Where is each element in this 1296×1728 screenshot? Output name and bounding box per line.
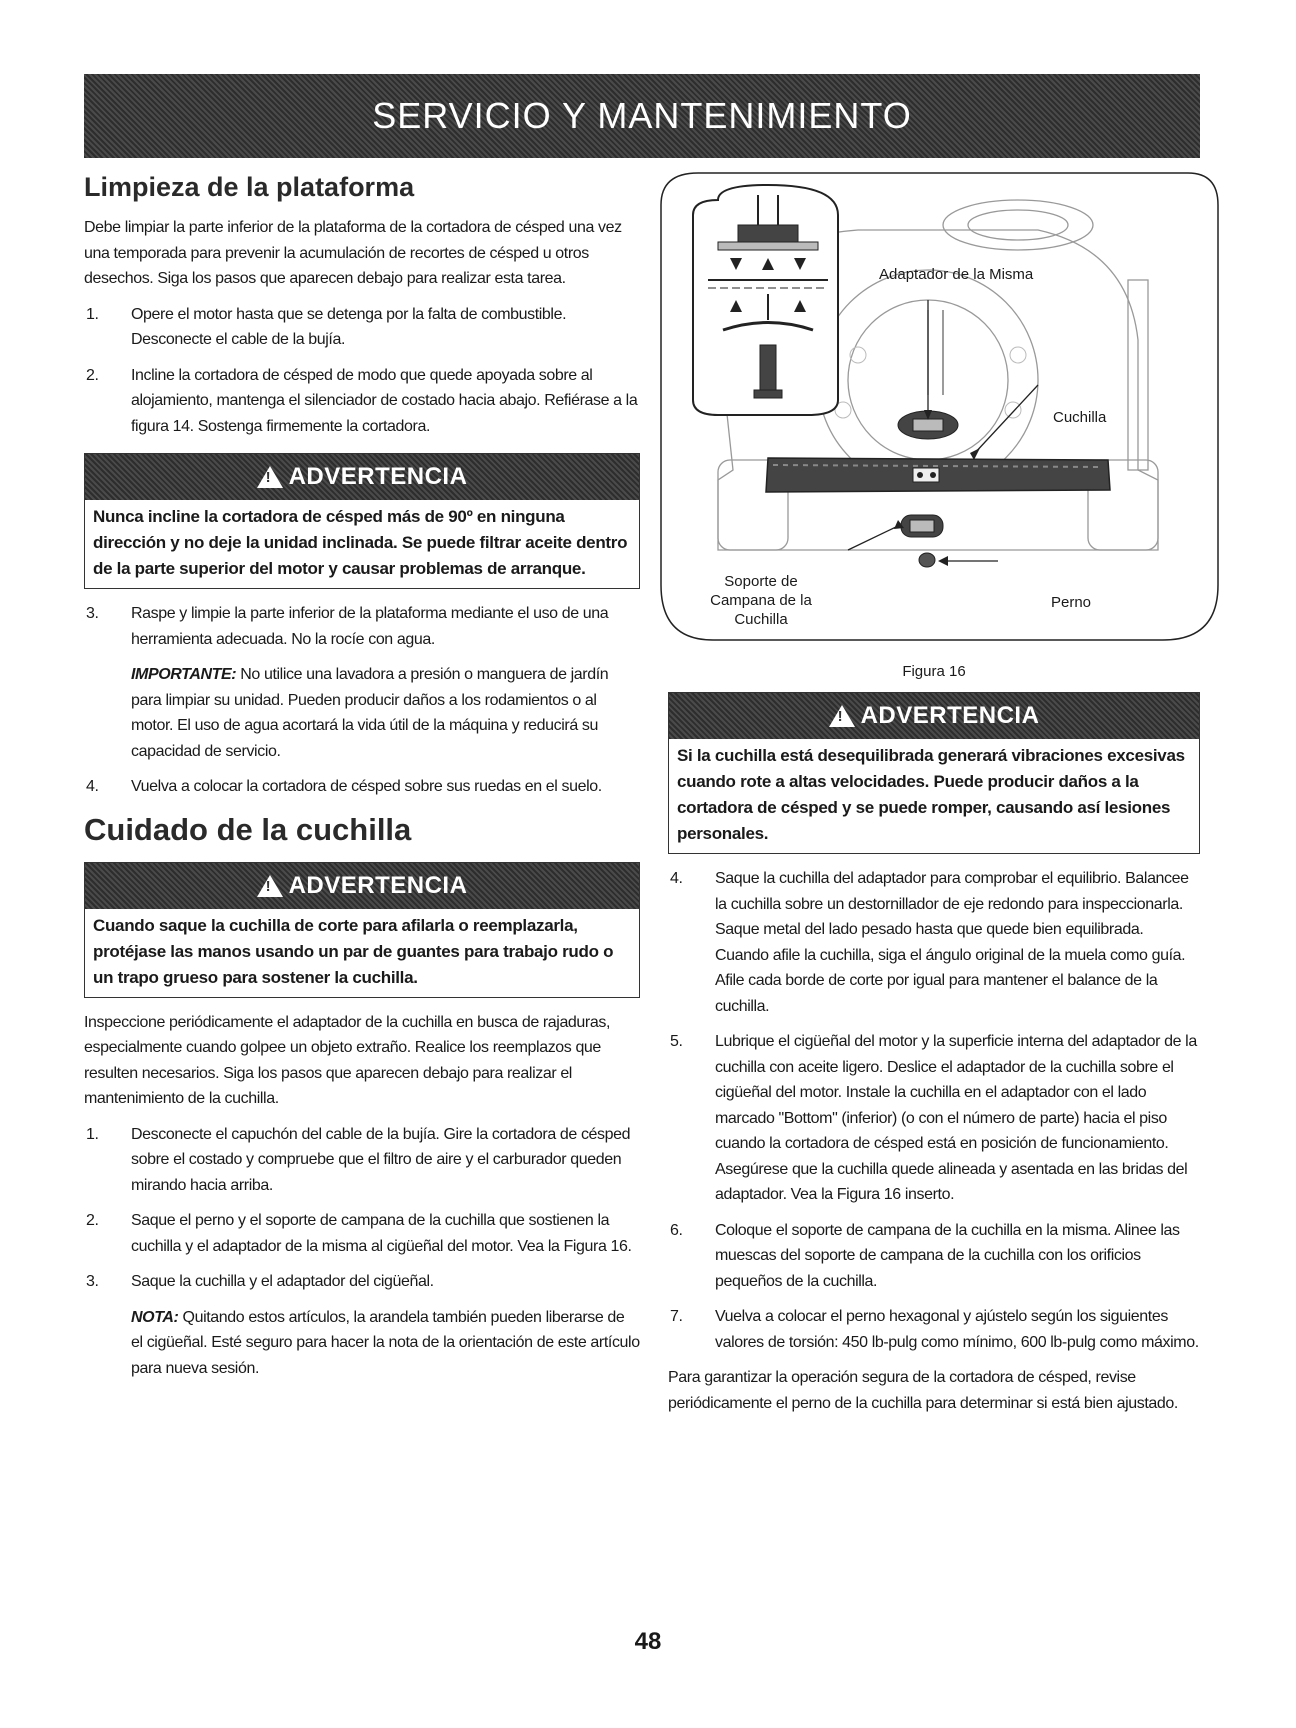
list-item xyxy=(84,1208,640,1259)
label-perno: Perno xyxy=(1051,594,1092,611)
warning-header xyxy=(85,454,639,500)
step-text: Incline la cortadora de césped de modo que quede apoyada sobre al alojamiento, mantenga el silenciador de costado hacia abajo. Refiérase a la figura 14. Sostenga firmemente la cortadora. xyxy=(131,366,638,435)
label-cuchilla: Cuchilla xyxy=(1053,409,1107,426)
important-note xyxy=(84,662,640,764)
important-label: IMPORTANTE: xyxy=(131,666,237,683)
limpieza-intro: Debe limpiar la parte inferior de la plataforma de la cortadora de césped una vez una temporada para prevenir la acumulación de recortes de césped u otros desechos. Siga los pasos que aparecen debajo para realizar esta tarea. xyxy=(84,219,622,287)
limpieza-steps-continued xyxy=(84,601,640,652)
important-text: No utilice una lavadora a presión o manguera de jardín para limpiar su unidad. Pueden producir daños a los rodamientos o al motor. El uso de agua acortará la vida útil de la máquina y reducirá su capacidad de servicio. xyxy=(131,666,609,760)
heading-cuidado: Cuidado de la cuchilla xyxy=(84,811,412,847)
step-number: 5. xyxy=(670,1033,683,1050)
step-text: Saque el perno y el soporte de campana de la cuchilla que sostienen la cuchilla y el adaptador de la misma al cigüeñal del motor. Vea la Figura 16. xyxy=(131,1212,632,1255)
figure-caption: Figura 16 xyxy=(902,663,966,680)
list-item xyxy=(668,1304,1200,1355)
step-number: 6. xyxy=(670,1221,683,1239)
warning-header xyxy=(669,693,1199,739)
warning-header xyxy=(85,863,639,909)
list-item xyxy=(84,363,640,440)
bolt xyxy=(919,553,935,567)
deck-vents xyxy=(835,347,1026,418)
step-number: 7. xyxy=(670,1308,683,1325)
list-item xyxy=(84,1122,640,1199)
arrow-perno xyxy=(938,556,948,566)
step-text: Desconecte el capuchón del cable de la bujía. Gire la cortadora de césped sobre el costado y compruebe que el filtro de aire y el carburador queden mirando hacia arriba. xyxy=(131,1125,631,1194)
step-number: 2. xyxy=(86,366,99,384)
limpieza-steps-final xyxy=(84,774,640,800)
step-text: Vuelva a colocar la cortadora de césped sobre sus ruedas en el suelo. xyxy=(131,778,602,795)
warning-box xyxy=(84,862,640,998)
warning-icon xyxy=(257,875,283,897)
warning-text: Si la cuchilla está desequilibrada generará vibraciones excesivas cuando rote a altas velocidades. Puede producir daños a la cortadora de césped y se puede romper, causando así lesiones personales. xyxy=(677,746,1185,843)
note-text: Quitando estos artículos, la arandela también pueden liberarse de el cigüeñal. Esté seguro para hacer la nota de la orientación de este artículo para nueva sesión. xyxy=(131,1308,640,1377)
step-number: 4. xyxy=(86,778,99,795)
step-number: 2. xyxy=(86,1212,99,1229)
crankshaft xyxy=(928,310,943,395)
cuidado-steps xyxy=(84,1122,640,1295)
warning-box xyxy=(668,692,1200,854)
step-number: 3. xyxy=(86,605,99,622)
warning-label: ADVERTENCIA xyxy=(860,702,1040,729)
page-number: 48 xyxy=(634,1628,662,1655)
step-text: Opere el motor hasta que se detenga por la falta de combustible. Desconecte el cable de la bujía. xyxy=(131,305,567,348)
limpieza-steps xyxy=(84,302,640,440)
arrow-cuchilla xyxy=(970,448,980,460)
warning-icon xyxy=(257,466,283,488)
step-number: 4. xyxy=(670,870,683,887)
step-text: Saque la cuchilla y el adaptador del cigüeñal. xyxy=(131,1273,434,1290)
blade-bell-support xyxy=(901,515,943,537)
label-soporte: Soporte de Campana de la Cuchilla xyxy=(710,573,812,628)
list-item xyxy=(668,1218,1200,1295)
step-text: Coloque el soporte de campana de la cuchilla en la misma. Alinee las muescas del soporte de campana de la cuchilla con los orificios pequeños de la cuchilla. xyxy=(715,1221,1180,1290)
step-text: Lubrique el cigüeñal del motor y la superficie interna del adaptador de la cuchilla con aceite ligero. Deslice el adaptador de la cuchilla sobre el cigüeñal del motor. Instale la cuchilla en el adaptador con el lado marcado "Bottom" (inferior) (o con el número de parte) hacia el piso cuando la cortadora de césped está en posición de funcionamiento. Asegúrese que la cuchilla quede alineada y asentada en las bridas del adaptador. Vea la Figura 16 inserto. xyxy=(715,1033,1197,1203)
step-text: Saque la cuchilla del adaptador para comprobar el equilibrio. Balancee la cuchilla sobre un destornillador de eje redondo para inspeccionarla. Saque metal del lado pesado hasta que quede bien equilibrada. Cuando afile la cuchilla, siga el ángulo original de la muela como guía. Afile cada borde de corte por igual para mantener el balance de la cuchilla. xyxy=(715,870,1189,1015)
warning-box xyxy=(84,453,640,589)
note-label: NOTA: xyxy=(131,1308,179,1326)
section-banner xyxy=(84,74,1200,158)
warning-text: Nunca incline la cortadora de césped más de 90º en ninguna dirección y no deje la unidad inclinada. Se puede filtrar aceite dentro de la parte superior del motor y causar problemas de arranque. xyxy=(93,507,628,578)
cuidado-intro: Inspeccione periódicamente el adaptador de la cuchilla en busca de rajaduras, especialmente cuando golpee un objeto extraño. Realice los reemplazos que resulten necesarios. Siga los pasos que aparecen debajo para realizar el mantenimiento de la cuchilla. xyxy=(84,1013,611,1107)
warning-icon xyxy=(829,705,855,727)
list-item xyxy=(84,302,640,353)
left-column xyxy=(84,170,640,1381)
step-number: 1. xyxy=(86,1125,99,1143)
warning-label: ADVERTENCIA xyxy=(288,871,468,899)
section-title: SERVICIO Y MANTENIMIENTO xyxy=(372,95,912,136)
blade-steps xyxy=(668,866,1200,1355)
warning-text: Cuando saque la cuchilla de corte para afilarla o reemplazarla, protéjase las manos usando un par de guantes para trabajo rudo o un trapo grueso para sostener la cuchilla. xyxy=(93,915,614,987)
step-number: 3. xyxy=(86,1273,99,1290)
nota-note xyxy=(84,1305,640,1382)
list-item xyxy=(668,866,1200,1019)
right-column xyxy=(668,170,1200,1416)
label-adaptador: Adaptador de la Misma xyxy=(879,266,1034,283)
list-item xyxy=(84,601,640,652)
list-item xyxy=(84,774,640,800)
step-text: Raspe y limpie la parte inferior de la plataforma mediante el uso de una herramienta adecuada. No la rocíe con agua. xyxy=(131,605,609,648)
warning-label: ADVERTENCIA xyxy=(288,463,468,490)
figure-16 xyxy=(658,170,1224,643)
list-item xyxy=(668,1029,1200,1208)
step-text: Vuelva a colocar el perno hexagonal y ajústelo según los siguientes valores de torsión: 450 lb-pulg como mínimo, 600 lb-pulg como máximo. xyxy=(715,1308,1199,1351)
heading-limpieza: Limpieza de la plataforma xyxy=(84,172,415,202)
step-number: 1. xyxy=(86,305,99,323)
list-item xyxy=(84,1269,640,1295)
closing-text: Para garantizar la operación segura de la cortadora de césped, revise periódicamente el perno de la cuchilla para determinar si está bien ajustado. xyxy=(668,1369,1178,1412)
inset-detail xyxy=(693,185,838,415)
blade xyxy=(766,458,1110,492)
